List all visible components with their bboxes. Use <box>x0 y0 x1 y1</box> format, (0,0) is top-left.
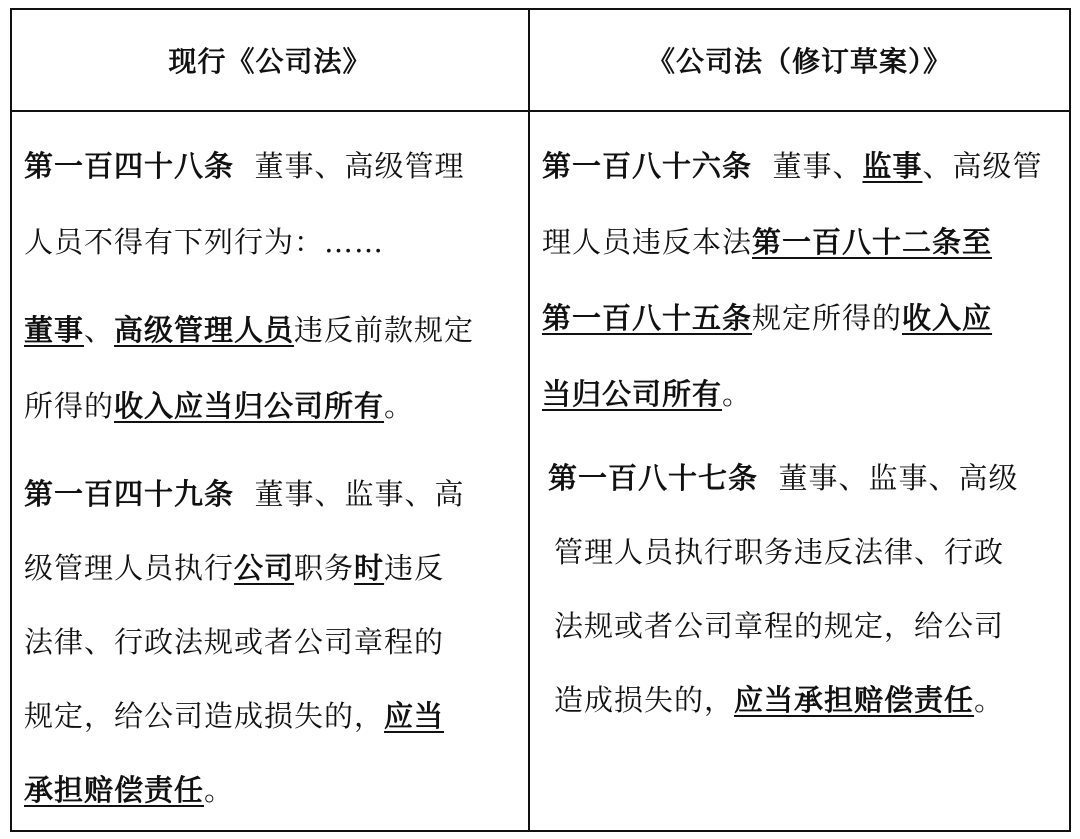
text-line: 第一百八十五条规定所得的收入应 <box>542 301 993 335</box>
header-divider <box>12 110 1069 112</box>
text-line: 人员不得有下列行为：…… <box>24 225 385 259</box>
header-current-law: 现行《公司法》 <box>168 45 372 78</box>
comparison-table <box>10 8 1071 832</box>
text-line: 第一百四十九条 董事、监事、高 <box>24 477 465 511</box>
text-line: 规定，给公司造成损失的，应当 <box>24 699 445 733</box>
text-line: 法律、行政法规或者公司章程的 <box>24 625 445 659</box>
article-149-title: 第一百四十九条 <box>24 477 235 511</box>
text-line: 造成损失的，应当承担赔偿责任。 <box>554 683 1005 717</box>
column-divider <box>528 10 530 830</box>
text-line: 当归公司所有。 <box>542 377 753 411</box>
header-draft-law: 《公司法（修订草案）》 <box>646 45 952 78</box>
text-line: 承担赔偿责任。 <box>24 773 235 807</box>
text-line: 第一百四十八条 董事、高级管理 <box>24 149 465 183</box>
article-186-title: 第一百八十六条 <box>542 149 753 183</box>
text-line: 法规或者公司章程的规定，给公司 <box>554 609 1005 643</box>
article-187-title: 第一百八十七条 <box>548 461 759 495</box>
article-148-title: 第一百四十八条 <box>24 149 235 183</box>
text-line: 级管理人员执行公司职务时违反 <box>24 551 445 585</box>
text-line: 理人员违反本法第一百八十二条至 <box>542 225 993 259</box>
text-line: 第一百八十六条 董事、监事、高级管 <box>542 149 1043 183</box>
text-line: 所得的收入应当归公司所有。 <box>24 389 415 423</box>
text-line: 董事、高级管理人员违反前款规定 <box>24 313 475 347</box>
text-line: 第一百八十七条 董事、监事、高级 <box>548 461 1019 495</box>
text-line: 管理人员执行职务违反法律、行政 <box>554 535 1005 569</box>
